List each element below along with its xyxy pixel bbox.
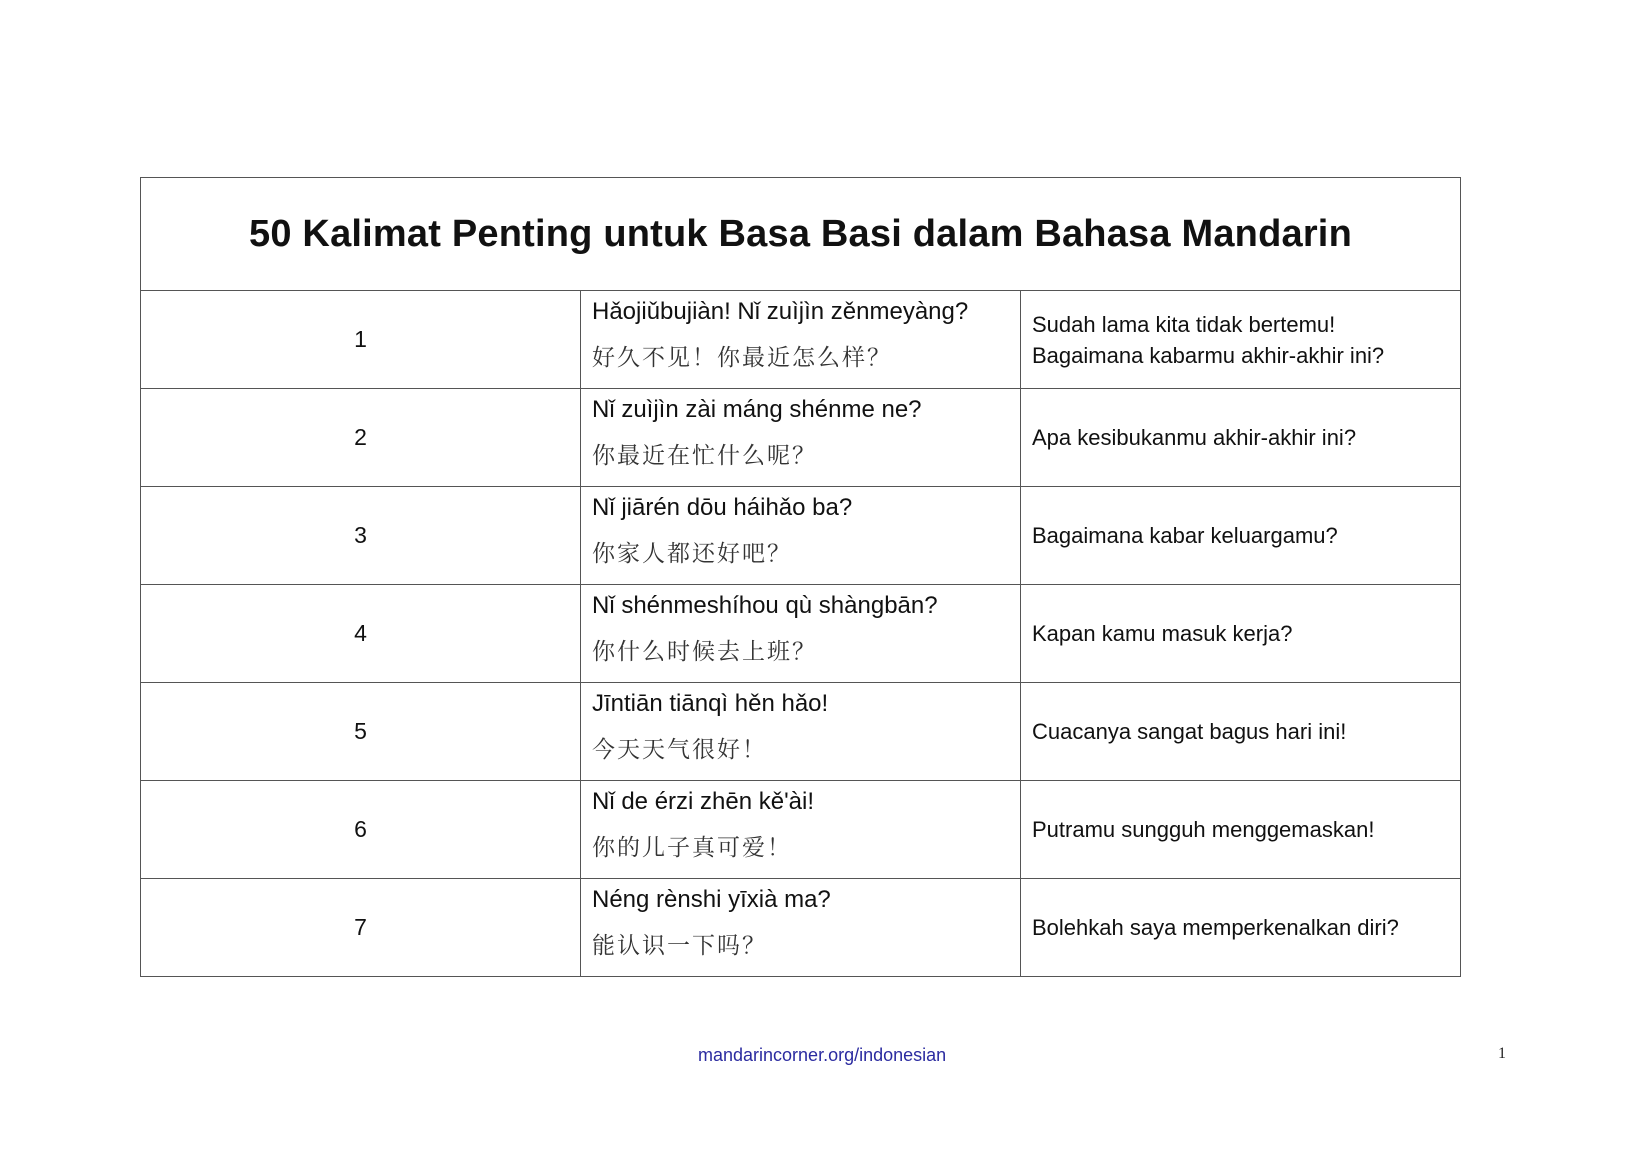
chinese-cell bbox=[581, 585, 1021, 683]
hanzi-text: 你什么时候去上班？ bbox=[592, 639, 817, 665]
pinyin-text: Nǐ jiārén dōu háihǎo ba? bbox=[592, 494, 853, 521]
pinyin-text: Hǎojiǔbujiàn! Nǐ zuìjìn zěnmeyàng? bbox=[592, 298, 969, 325]
chinese-cell bbox=[581, 683, 1021, 781]
hanzi-text: 你的儿子真可爱！ bbox=[592, 835, 792, 861]
row-number: 7 bbox=[141, 879, 581, 977]
page-number: 1 bbox=[1498, 1045, 1506, 1062]
row-number: 4 bbox=[141, 585, 581, 683]
title-cell bbox=[141, 178, 1461, 291]
table-row bbox=[141, 291, 1461, 389]
pinyin-text: Jīntiān tiānqì hěn hǎo! bbox=[592, 690, 829, 717]
indonesian-translation: Putramu sungguh menggemaskan! bbox=[1021, 781, 1461, 879]
hanzi-text: 你最近在忙什么呢？ bbox=[592, 443, 817, 469]
indonesian-translation: Sudah lama kita tidak bertemu! Bagaimana kabarmu akhir-akhir ini? bbox=[1021, 291, 1461, 389]
pinyin-text: Nǐ shénmeshíhou qù shàngbān? bbox=[592, 592, 938, 619]
indonesian-translation: Cuacanya sangat bagus hari ini! bbox=[1021, 683, 1461, 781]
document-title: 50 Kalimat Penting untuk Basa Basi dalam Bahasa Mandarin bbox=[249, 212, 1352, 255]
hanzi-text: 好久不见！你最近怎么样？ bbox=[592, 345, 892, 371]
table-row bbox=[141, 487, 1461, 585]
pinyin-text: Néng rènshi yīxià ma? bbox=[592, 886, 831, 913]
row-number: 2 bbox=[141, 389, 581, 487]
pinyin-text: Nǐ zuìjìn zài máng shénme ne? bbox=[592, 396, 922, 423]
chinese-cell bbox=[581, 389, 1021, 487]
table-row bbox=[141, 585, 1461, 683]
table-row bbox=[141, 879, 1461, 977]
footer-website-link[interactable]: mandarincorner.org/indonesian bbox=[698, 1045, 947, 1065]
indonesian-translation: Apa kesibukanmu akhir-akhir ini? bbox=[1021, 389, 1461, 487]
row-number: 3 bbox=[141, 487, 581, 585]
hanzi-text: 能认识一下吗？ bbox=[592, 933, 767, 959]
chinese-cell bbox=[581, 291, 1021, 389]
indonesian-translation: Kapan kamu masuk kerja? bbox=[1021, 585, 1461, 683]
hanzi-text: 你家人都还好吧？ bbox=[592, 541, 792, 567]
hanzi-text: 今天天气很好！ bbox=[592, 737, 767, 763]
row-number: 1 bbox=[141, 291, 581, 389]
table-row bbox=[141, 683, 1461, 781]
table-row bbox=[141, 389, 1461, 487]
chinese-cell bbox=[581, 781, 1021, 879]
indonesian-translation: Bagaimana kabar keluargamu? bbox=[1021, 487, 1461, 585]
chinese-cell bbox=[581, 879, 1021, 977]
phrase-table bbox=[140, 177, 1461, 977]
table-row bbox=[141, 781, 1461, 879]
row-number: 6 bbox=[141, 781, 581, 879]
chinese-cell bbox=[581, 487, 1021, 585]
indonesian-translation: Bolehkah saya memperkenalkan diri? bbox=[1021, 879, 1461, 977]
pinyin-text: Nǐ de érzi zhēn kě'ài! bbox=[592, 788, 815, 815]
row-number: 5 bbox=[141, 683, 581, 781]
